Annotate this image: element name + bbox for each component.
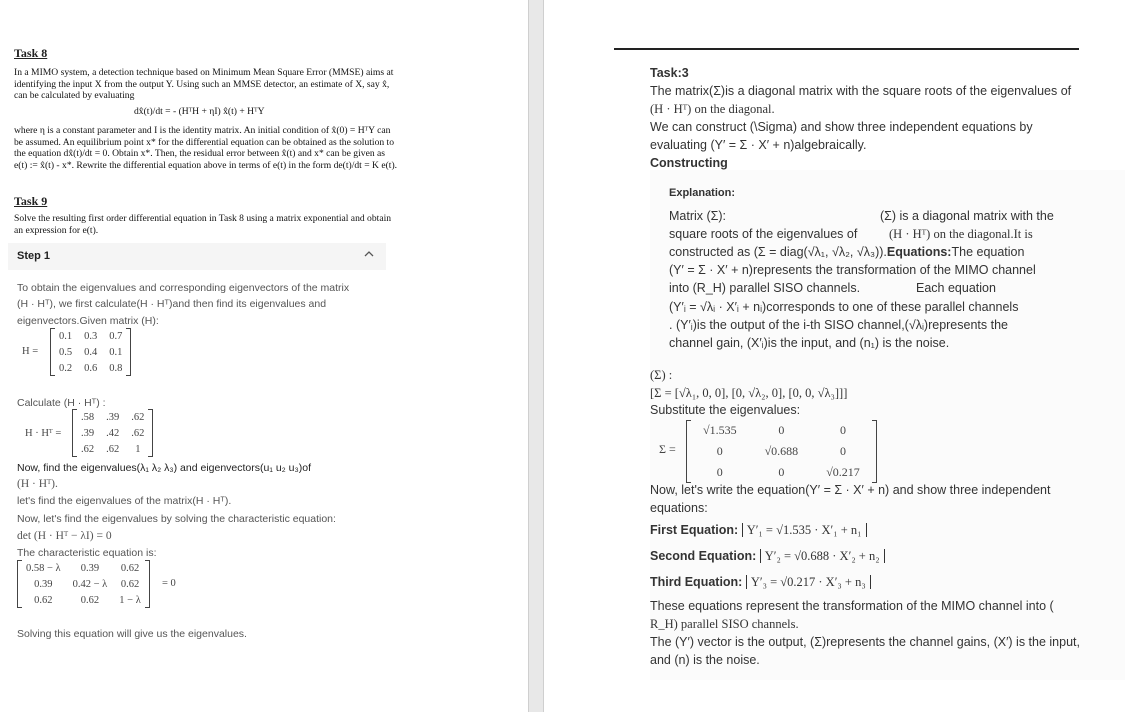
hht-matrix-cell: .39 — [81, 427, 95, 439]
task8-paragraph-2: where η is a constant parameter and I is the identity matrix. An initial condition of x̂(0) = HᵀY can be assumed. An equilibrium point x* for the differential equation can be obtained as the solution to the equation dx̂(t)/dt = 0. Obtain x*. Then, the residual error between x̂(t) and x* can be given as e(t) := x̂(t) - x*. Rewrite the differential equation above in terms of e(t) in the form de(t)/dt = K e(t). — [14, 125, 398, 171]
expl-5b: Each equation — [916, 281, 996, 295]
right-p2: (H · Hᵀ) on the diagonal. — [650, 102, 775, 116]
third-equation-label: Third Equation: — [650, 575, 743, 589]
step-text-1: To obtain the eigenvalues and corresponding eigenvectors of the matrix — [17, 282, 350, 294]
second-equation-label: Second Equation: — [650, 549, 757, 563]
expl-3a: constructed as (Σ = diag(√λ₁, √λ₂, √λ₃)). — [669, 245, 887, 259]
chevron-up-icon[interactable] — [364, 250, 374, 261]
step-1-header[interactable] — [8, 243, 386, 270]
matrix-row — [53, 360, 128, 376]
right-p3: We can construct (\Sigma) and show three independent equations by — [650, 120, 1033, 134]
hht-label: H · Hᵀ = — [25, 428, 62, 439]
hht-matrix-cell: .42 — [106, 427, 120, 439]
left-document-panel — [0, 0, 528, 712]
h-matrix-cell: 0.8 — [109, 362, 123, 374]
third-equation-math: Y′₃ = √0.217 · X′₃ + n₃ — [746, 575, 871, 589]
expl-4: (Y′ = Σ · X′ + n)represents the transformation of the MIMO channel — [669, 263, 1036, 277]
matrix-row — [53, 328, 128, 344]
step-text-2 — [17, 296, 326, 313]
h-matrix-cell: 0.6 — [84, 362, 98, 374]
first-equation-label: First Equation: — [650, 523, 739, 537]
step-text-2b: (H · Hᵀ) — [136, 298, 173, 310]
hht-matrix — [72, 409, 153, 460]
char-matrix-cell: 0.39 — [80, 562, 100, 574]
h-matrix — [50, 328, 131, 379]
eigen-text-1: Now, find the eigenvalues(λ₁ λ₂ λ₃) and eigenvectors(u₁ u₂ u₃)of — [17, 462, 312, 474]
char-eq-rhs: = 0 — [162, 578, 176, 589]
char-matrix-cell: 1 − λ — [119, 594, 141, 606]
matrix-row — [75, 441, 150, 457]
hht-matrix-cell: .62 — [81, 443, 95, 455]
expl-8: channel gain, (X′ᵢ)is the input, and (n₁) is the noise. — [669, 336, 950, 350]
equations-label: Equations: — [886, 245, 952, 259]
h-matrix-cell: 0.1 — [109, 346, 123, 358]
matrix-row — [689, 420, 874, 441]
expl-2a: square roots of the eigenvalues of — [669, 227, 858, 241]
matrix-row — [689, 462, 874, 483]
solve-text: Solving this equation will give us the eigenvalues. — [17, 628, 247, 640]
third-equation — [650, 573, 871, 591]
conclusion-2: R_H) parallel SISO channels. — [650, 617, 799, 631]
right-p1: The matrix(Σ)is a diagonal matrix with the square roots of the eigenvalues of — [650, 84, 1072, 98]
hht-matrix-cell: .62 — [131, 411, 145, 423]
sigma-matrix-cell: √0.688 — [764, 444, 799, 458]
step-text-3: eigenvectors.Given matrix (H): — [17, 315, 159, 327]
second-equation-math: Y′₂ = √0.688 · X′₂ + n₂ — [760, 549, 885, 563]
determinant-equation: det (H · Hᵀ − λI) = 0 — [17, 530, 112, 542]
char-matrix-cell: 0.58 − λ — [26, 562, 61, 574]
expl-1b: (Σ) is a diagonal matrix with the — [880, 209, 1054, 223]
char-matrix — [17, 560, 150, 611]
task8-equation: dx̂(t)/dt = - (HᵀH + ηI) x̂(t) + HᵀY — [134, 106, 265, 117]
matrix-row — [689, 441, 874, 462]
matrix-row — [20, 592, 147, 608]
top-rule — [614, 48, 1079, 50]
char-matrix-cell: 0.39 — [34, 578, 53, 590]
hht-matrix-cell: .62 — [106, 443, 120, 455]
second-equation — [650, 547, 885, 565]
expl-2b: (H · Hᵀ) on the diagonal.It is — [889, 227, 1033, 241]
constructing-label: Constructing — [650, 156, 728, 170]
hht-matrix-cell: 1 — [135, 443, 141, 455]
h-matrix-cell: 0.2 — [59, 362, 73, 374]
conclusion-1: These equations represent the transformation of the MIMO channel into ( — [650, 599, 1054, 613]
char-matrix-cell: 0.62 — [120, 578, 140, 590]
explanation-label: Explanation: — [669, 187, 736, 199]
sigma-heading: (Σ) : — [650, 368, 673, 382]
expl-5a: into (R_H) parallel SISO channels. — [669, 281, 861, 295]
substitute-text: Substitute the eigenvalues: — [650, 403, 801, 417]
hht-matrix-cell: .58 — [81, 411, 95, 423]
right-document-panel — [544, 0, 1125, 712]
char-matrix-cell: 0.62 — [80, 594, 100, 606]
sigma-matrix-cell: 0 — [716, 465, 723, 479]
hht-matrix-cell: .62 — [131, 427, 145, 439]
char-eq-label: The characteristic equation is: — [17, 547, 157, 559]
eigen-text-3: let's find the eigenvalues of the matrix(H · Hᵀ). — [17, 495, 232, 507]
sigma-matrix-cell: 0 — [839, 444, 846, 458]
sigma-matrix — [686, 420, 877, 487]
expl-3c: The equation — [951, 245, 1025, 259]
h-matrix-cell: 0.3 — [84, 330, 98, 342]
right-p4: evaluating (Y′ = Σ · X′ + n)algebraically. — [650, 138, 867, 152]
matrix-row — [75, 425, 150, 441]
h-matrix-cell: 0.7 — [109, 330, 123, 342]
step-text-2c: and then find its eigenvalues and — [172, 298, 327, 310]
calculate-label: Calculate (H · Hᵀ) : — [17, 397, 106, 409]
sigma-matrix-cell: 0 — [778, 423, 785, 437]
first-equation — [650, 521, 867, 539]
task3-title: Task:3 — [650, 66, 689, 80]
eigen-text-4: Now, let's find the eigenvalues by solving the characteristic equation: — [17, 513, 336, 525]
task9-paragraph: Solve the resulting first order differential equation in Task 8 using a matrix exponential and obtain an expression for e(t). — [14, 213, 392, 236]
char-matrix-cell: 0.42 − λ — [72, 578, 108, 590]
matrix-row — [53, 344, 128, 360]
sigma-matrix-cell: 0 — [716, 444, 723, 458]
task8-paragraph: In a MIMO system, a detection technique based on Minimum Mean Square Error (MMSE) aims at identifying the input X from the output Y. Using such an MMSE detector, an estimate of X, say x̂, can be calculated by evaluating — [14, 67, 394, 102]
char-matrix-cell: 0.62 — [34, 594, 53, 606]
matrix-row — [20, 576, 147, 592]
sigma-matrix-cell: 0 — [778, 465, 785, 479]
sigma-matrix-cell: √0.217 — [826, 465, 860, 479]
h-matrix-cell: 0.4 — [84, 346, 98, 358]
first-equation-math: Y′₁ = √1.535 · X′₁ + n₁ — [742, 523, 867, 537]
step-label: Step 1 — [17, 250, 51, 262]
hht-matrix-cell: .39 — [106, 411, 120, 423]
write-text-1: Now, let's write the equation(Y′ = Σ · X′ + n) and show three independent — [650, 483, 1051, 497]
expl-6: (Y′ᵢ = √λᵢ · X′ᵢ + nᵢ)corresponds to one of these parallel channels — [669, 300, 1019, 314]
matrix-row — [75, 409, 150, 425]
sigma-matrix-cell: 0 — [839, 423, 846, 437]
h-matrix-cell: 0.1 — [59, 330, 73, 342]
conclusion-4: and (n) is the noise. — [650, 653, 760, 667]
expl-1a: Matrix (Σ): — [669, 209, 727, 223]
task8-title: Task 8 — [14, 46, 48, 60]
write-text-2: equations: — [650, 501, 708, 515]
h-matrix-label: H = — [22, 346, 39, 357]
sigma-label: Σ = — [659, 442, 676, 456]
panel-divider[interactable] — [528, 0, 544, 712]
step-text-2a: (H · Hᵀ), we first calculate — [17, 298, 137, 310]
matrix-row — [20, 560, 147, 576]
h-matrix-cell: 0.5 — [59, 346, 73, 358]
expl-7: . (Y′ᵢ)is the output of the i-th SISO channel,(√λᵢ)represents the — [669, 318, 1008, 332]
expl-3 — [669, 243, 1024, 261]
eigen-text-2: (H · Hᵀ). — [17, 478, 58, 490]
sigma-list: [Σ = [√λ₁, 0, 0], [0, √λ₂, 0], [0, 0, √λ₃]]] — [650, 386, 848, 400]
sigma-matrix-cell: √1.535 — [703, 423, 737, 437]
task9-title: Task 9 — [14, 194, 48, 208]
conclusion-3: The (Y′) vector is the output, (Σ)represents the channel gains, (X′) is the input, — [650, 635, 1080, 649]
char-matrix-cell: 0.62 — [120, 562, 140, 574]
